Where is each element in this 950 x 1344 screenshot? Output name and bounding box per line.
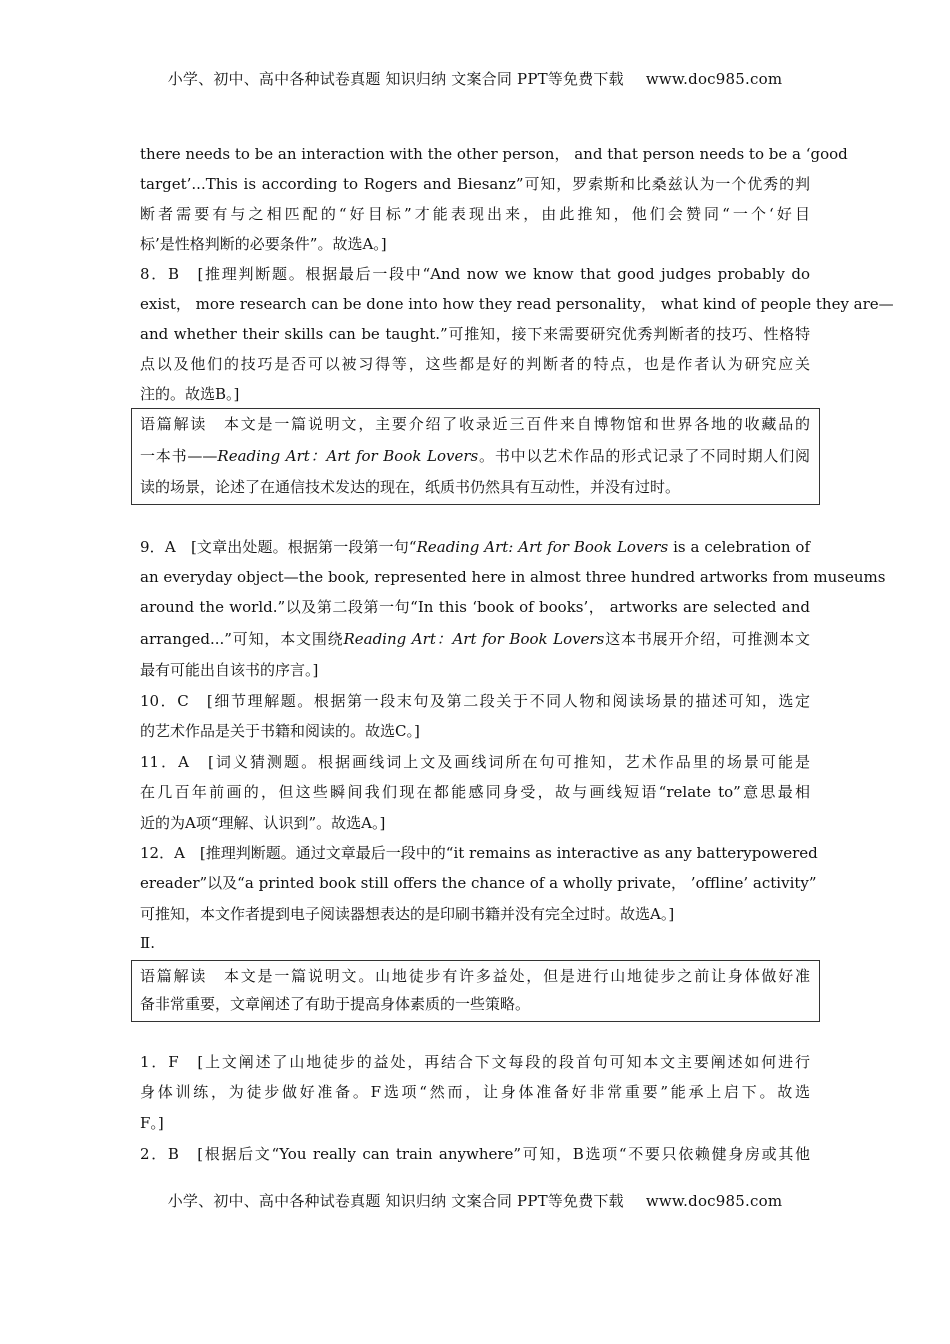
section-heading: Ⅱ.: [140, 934, 155, 952]
footer-left-text: 小学、初中、高中各种试卷真题 知识归纳 文案合同 PPT等免费下载: [167, 1192, 624, 1210]
answer-2-line: 2．B [根据后文“You really can train anywhere”可知，B选项“不要只依赖健身房或其他: [140, 1145, 810, 1163]
text-line: 最有可能出自该书的序言。]: [140, 661, 319, 679]
answer-text: is a celebration of: [668, 538, 810, 556]
page-footer: [0, 1190, 950, 1211]
box-text: 。书中以艺术作品的形式记录了不同时期人们阅: [478, 447, 810, 465]
answer-11-line: 11．A [词义猜测题。根据画线词上文及画线词所在句可推知，艺术作品里的场景可能是: [140, 753, 810, 771]
text-line: and whether their skills can be taught.”可推知，接下来需要研究优秀判断者的技巧、性格特: [140, 325, 810, 343]
text-line: around the world.”以及第二段第一句“In this ‘book of books’， artworks are selected and: [140, 598, 810, 616]
box-line: 备非常重要，文章阐述了有助于提高身体素质的一些策略。: [140, 995, 531, 1013]
answer-1-line: 1．F [上文阐述了山地徒步的益处，再结合下文每段的段首句可知本文主要阐述如何进行: [140, 1053, 810, 1071]
answer-text: 这本书展开介绍，可推测本文: [604, 630, 810, 648]
box-line: 语篇解读 本文是一篇说明文。山地徒步有许多益处，但是进行山地徒步之前让身体做好准: [140, 967, 810, 985]
page-header: [0, 68, 950, 89]
box-line: [140, 445, 810, 467]
text-line: 的艺术作品是关于书籍和阅读的。故选C。]: [140, 722, 420, 740]
answer-10-line: 10．C [细节理解题。根据第一段末句及第二段关于不同人物和阅读场景的描述可知，选定: [140, 692, 810, 710]
answer-text: arranged...”可知，本文围绕: [140, 630, 344, 648]
book-title: Reading Art：Art for Book Lovers: [343, 630, 605, 648]
answer-8-line: 8．B [推理判断题。根据最后一段中“And now we know that good judges probably do: [140, 265, 810, 283]
text-line: exist， more research can be done into how they read personality， what kind of people they are—: [140, 295, 894, 313]
text-line: 近的为A项“理解、认识到”。故选A。]: [140, 814, 386, 832]
header-left-text: 小学、初中、高中各种试卷真题 知识归纳 文案合同 PPT等免费下载: [167, 70, 624, 88]
text-line: 注的。故选B。]: [140, 385, 240, 403]
text-line: there needs to be an interaction with the other person， and that person needs to be a ‘good: [140, 145, 848, 163]
text-line: 断者需要有与之相匹配的“好目标”才能表现出来，由此推知，他们会赞同“一个‘好目: [140, 205, 810, 223]
book-title: Reading Art：Art for Book Lovers: [217, 447, 479, 465]
box-line: 读的场景，论述了在通信技术发达的现在，纸质书仍然具有互动性，并没有过时。: [140, 478, 681, 496]
footer-right-url: www.doc985.com: [645, 1192, 783, 1210]
text-line: target’...This is according to Rogers and Biesanz”可知，罗索斯和比桑兹认为一个优秀的判: [140, 175, 810, 193]
answer-12-line: 12．A [推理判断题。通过文章最后一段中的“it remains as interactive as any batterypowered: [140, 844, 818, 862]
text-line: [140, 628, 810, 650]
text-line: 点以及他们的技巧是否可以被习得等，这些都是好的判断者的特点，也是作者认为研究应关: [140, 355, 810, 373]
text-line: an everyday object—the book, represented here in almost three hundred artworks from museums: [140, 568, 886, 586]
box-text: 一本书——: [140, 447, 218, 465]
text-line: 标’是性格判断的必要条件”。故选A。]: [140, 235, 387, 253]
header-right-url: www.doc985.com: [645, 70, 783, 88]
book-title: Reading Art: Art for Book Lovers: [416, 538, 669, 556]
box-line: 语篇解读 本文是一篇说明文，主要介绍了收录近三百件来自博物馆和世界各地的收藏品的: [140, 415, 810, 433]
text-line: F。]: [140, 1114, 164, 1132]
text-line: ereader”以及“a printed book still offers the chance of a wholly private， ’offline’ activity”: [140, 874, 817, 892]
text-line: 身体训练，为徒步做好准备。F选项“然而，让身体准备好非常重要”能承上启下。故选: [140, 1083, 810, 1101]
answer-text: 9．A [文章出处题。根据第一段第一句“: [140, 538, 417, 556]
answer-9-line: [140, 536, 810, 558]
text-line: 可推知，本文作者提到电子阅读器想表达的是印刷书籍并没有完全过时。故选A。]: [140, 905, 675, 923]
text-line: 在几百年前画的，但这些瞬间我们现在都能感同身受，故与画线短语“relate to”意思最相: [140, 783, 810, 801]
